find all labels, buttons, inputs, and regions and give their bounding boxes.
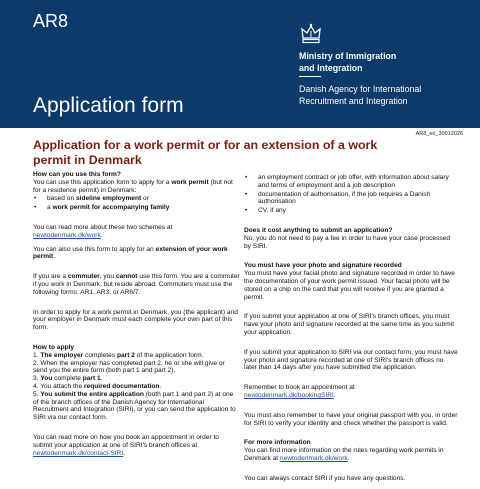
- paragraph: In order to apply for a work permit in Denmark, you (the applicant) and your employer in Denmark must each complete your own part of this form.: [33, 308, 238, 332]
- paragraph: You can use this application form to apply for a work permit (but not for a residence permit) in Denmark:: [33, 178, 233, 194]
- section-heading: You must have your photo and signature recorded: [244, 262, 402, 270]
- paragraph: If you are a commuter, you cannot use this form. You are a commuter if you work in Denmark, but reside abroad. Commuters must use the following forms: AR1, AR3, or AR6/7.: [33, 273, 240, 296]
- section-heading: For more information: [244, 439, 311, 447]
- header-banner: [0, 0, 480, 128]
- step-4: 4. You attach the required documentation.: [33, 382, 162, 390]
- step-3: 3. You complete part 1.: [33, 375, 103, 383]
- work-link[interactable]: newtodenmark.dk/work: [33, 231, 101, 239]
- section-heading: How can you use this form?: [33, 171, 121, 178]
- page-title: Application for a work permit or for an extension of a work permit in Denmark: [33, 138, 378, 167]
- paragraph: You can find more information on the rules regarding work permits in Denmark at newtodenmark.dk/work.: [244, 447, 444, 462]
- form-code: AR8: [33, 11, 69, 31]
- step-2: 2. When the employer has completed part 2, he or she will give or send you the entire form (both part 1 and part 2).: [33, 359, 225, 375]
- list-item: • a work permit for accompanying family: [34, 204, 170, 212]
- list-item: • CV, if any: [245, 207, 286, 215]
- paragraph: No, you do not need to pay a fee in order to have your case processed by SIRI.: [244, 234, 451, 250]
- left-column: [33, 171, 240, 463]
- paragraph: You can read more on how you book an appointment in order to submit your application at one of SIRI's branch offices at newtodenmark.dk/contact-SIRI.: [33, 433, 219, 457]
- right-column: [244, 174, 458, 489]
- paragraph: You must have your facial photo and signature recorded in order to have the documentation of your work permit issued. Your facial photo will be stored on a chip on the card that you will receive if you are granted a permit.: [244, 270, 455, 301]
- booking-siri-link[interactable]: newtodenmark.dk/bookingSIRI: [244, 391, 334, 399]
- paragraph: You must also remember to have your original passport with you, in order for SIRI to verify your identity and check whether the passport is valid.: [244, 411, 458, 427]
- agency-name: Danish Agency for International Recruitment and Integration: [299, 84, 422, 106]
- contact-siri-link[interactable]: newtodenmark.dk/contact-SIRI: [33, 449, 124, 457]
- paragraph: You can always contact SIRI if you have any questions.: [244, 474, 406, 482]
- paragraph: Remember to book an appointment at newtodenmark.dk/bookingSIRI.: [244, 384, 355, 399]
- section-heading: Does it cost anything to submit an application?: [244, 226, 393, 234]
- paragraph: If you submit your application at one of SIRI's branch offices, you must have your photo and signature recorded at the same time as you submit your application.: [244, 313, 455, 336]
- form-title: Application form: [33, 94, 184, 117]
- paragraph: If you submit your application to SIRI via our contact form, you must have your photo and signature recorded at one of SIRI's branch offices no later than 14 days after you have submitted the application.: [244, 348, 458, 372]
- document-id: AR8_en_30012026: [415, 131, 463, 137]
- list-item: • documentation of authorisation, if the job requires a Danish authorisation: [245, 190, 431, 206]
- paragraph: You can read more about these two schemes at newtodenmark.dk/work.: [33, 223, 173, 239]
- crown-icon: [299, 22, 323, 46]
- paragraph: You can also use this form to apply for an extension of your work permit.: [33, 245, 228, 261]
- step-1: 1. The employer completes part 2 of the application form.: [33, 351, 204, 359]
- ministry-name: Ministry of Immigration and Integration: [299, 51, 397, 73]
- list-item: • an employment contract or job offer, with information about salary and terms of employment and a job description: [245, 174, 449, 189]
- step-5: 5. You submit the entire application (both part 1 and part 2) at one of the branch offices of the Danish Agency for International Recruitment and Integration (SIRI), or you can send the application to SIRI via our contact form.: [33, 390, 236, 422]
- bullet-list: [244, 174, 458, 215]
- list-item: • based on sideline employment or: [34, 195, 149, 203]
- bullet-list: [33, 195, 240, 212]
- work-info-link[interactable]: newtodenmark.dk/work: [279, 454, 348, 462]
- header-divider: [299, 76, 321, 77]
- section-heading: How to apply: [33, 343, 75, 351]
